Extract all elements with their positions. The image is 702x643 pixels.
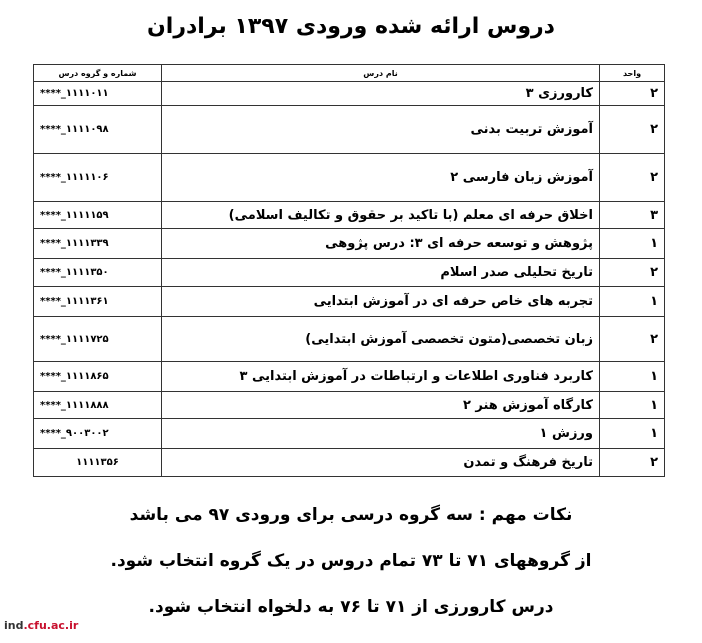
table-row — [34, 259, 665, 287]
course-code-cell: ****_۱۱۱۱۱۰۶ — [34, 154, 162, 202]
courses-table — [33, 64, 665, 477]
units-cell: ۲ — [600, 106, 665, 154]
table-row — [34, 419, 665, 449]
course-name-cell: پژوهش و توسعه حرفه ای ۳: درس پژوهی — [162, 229, 600, 259]
units-cell: ۲ — [600, 154, 665, 202]
note-practicum: درس کارورزی از ۷۱ تا ۷۶ به دلخواه انتخاب شود. — [148, 597, 554, 617]
units-cell: ۱ — [600, 419, 665, 449]
table-row — [34, 154, 665, 202]
table-row — [34, 287, 665, 317]
code-column-header: شماره و گروه درس — [34, 65, 162, 82]
course-code-cell: ****_۱۱۱۱۳۳۹ — [34, 229, 162, 259]
page-title: دروس ارائه شده ورودی ۱۳۹۷ برادران — [147, 14, 555, 39]
note-important: نکات مهم : سه گروه درسی برای ورودی ۹۷ می باشد — [129, 505, 573, 525]
course-name-cell: اخلاق حرفه ای معلم (با تاکید بر حقوق و تکالیف اسلامی) — [162, 202, 600, 229]
note-groups: از گروههای ۷۱ تا ۷۳ تمام دروس در یک گروه انتخاب شود. — [110, 551, 592, 571]
units-cell: ۳ — [600, 202, 665, 229]
units-column-header: واحد — [600, 65, 665, 82]
course-code-cell: ****_۱۱۱۱۸۶۵ — [34, 362, 162, 392]
table-row — [34, 106, 665, 154]
table-row — [34, 229, 665, 259]
course-code-cell: ****_۱۱۱۱۷۲۵ — [34, 317, 162, 362]
site-logo — [4, 619, 78, 632]
table-header-row — [34, 65, 665, 82]
table-row — [34, 392, 665, 419]
course-name-cell: تاریخ فرهنگ و تمدن — [162, 449, 600, 477]
course-name-cell: آموزش زبان فارسی ۲ — [162, 154, 600, 202]
logo-domain: .cfu.ac.ir — [23, 619, 79, 632]
course-code-cell: ****_۱۱۱۱۳۵۰ — [34, 259, 162, 287]
logo-prefix: ind — [4, 619, 24, 632]
course-code-cell: ****_۱۱۱۱۸۸۸ — [34, 392, 162, 419]
course-code-cell: ****_۱۱۱۱۰۱۱ — [34, 82, 162, 106]
units-cell: ۲ — [600, 449, 665, 477]
course-name-cell: تاریخ تحلیلی صدر اسلام — [162, 259, 600, 287]
course-name-cell: ورزش ۱ — [162, 419, 600, 449]
table-row — [34, 202, 665, 229]
course-name-cell: کاربرد فناوری اطلاعات و ارتباطات در آموزش ابتدایی ۳ — [162, 362, 600, 392]
course-name-cell: زبان تخصصی(متون تخصصی آموزش ابتدایی) — [162, 317, 600, 362]
units-cell: ۲ — [600, 317, 665, 362]
table-row — [34, 362, 665, 392]
table-row — [34, 317, 665, 362]
units-cell: ۱ — [600, 287, 665, 317]
table-row — [34, 82, 665, 106]
course-code-cell: ****_۱۱۱۱۳۶۱ — [34, 287, 162, 317]
units-cell: ۲ — [600, 82, 665, 106]
course-name-cell: آموزش تربیت بدنی — [162, 106, 600, 154]
table-row — [34, 449, 665, 477]
course-code-cell: ۱۱۱۱۳۵۶ — [34, 449, 162, 477]
units-cell: ۱ — [600, 229, 665, 259]
course-name-cell: تجربه های خاص حرفه ای در آموزش ابتدایی — [162, 287, 600, 317]
units-cell: ۱ — [600, 392, 665, 419]
course-code-cell: ****_۱۱۱۱۰۹۸ — [34, 106, 162, 154]
course-name-cell: کارگاه آموزش هنر ۲ — [162, 392, 600, 419]
course-code-cell: ****_۹۰۰۳۰۰۲ — [34, 419, 162, 449]
units-cell: ۱ — [600, 362, 665, 392]
name-column-header: نام درس — [162, 65, 600, 82]
course-name-cell: کارورزی ۳ — [162, 82, 600, 106]
units-cell: ۲ — [600, 259, 665, 287]
course-code-cell: ****_۱۱۱۱۱۵۹ — [34, 202, 162, 229]
